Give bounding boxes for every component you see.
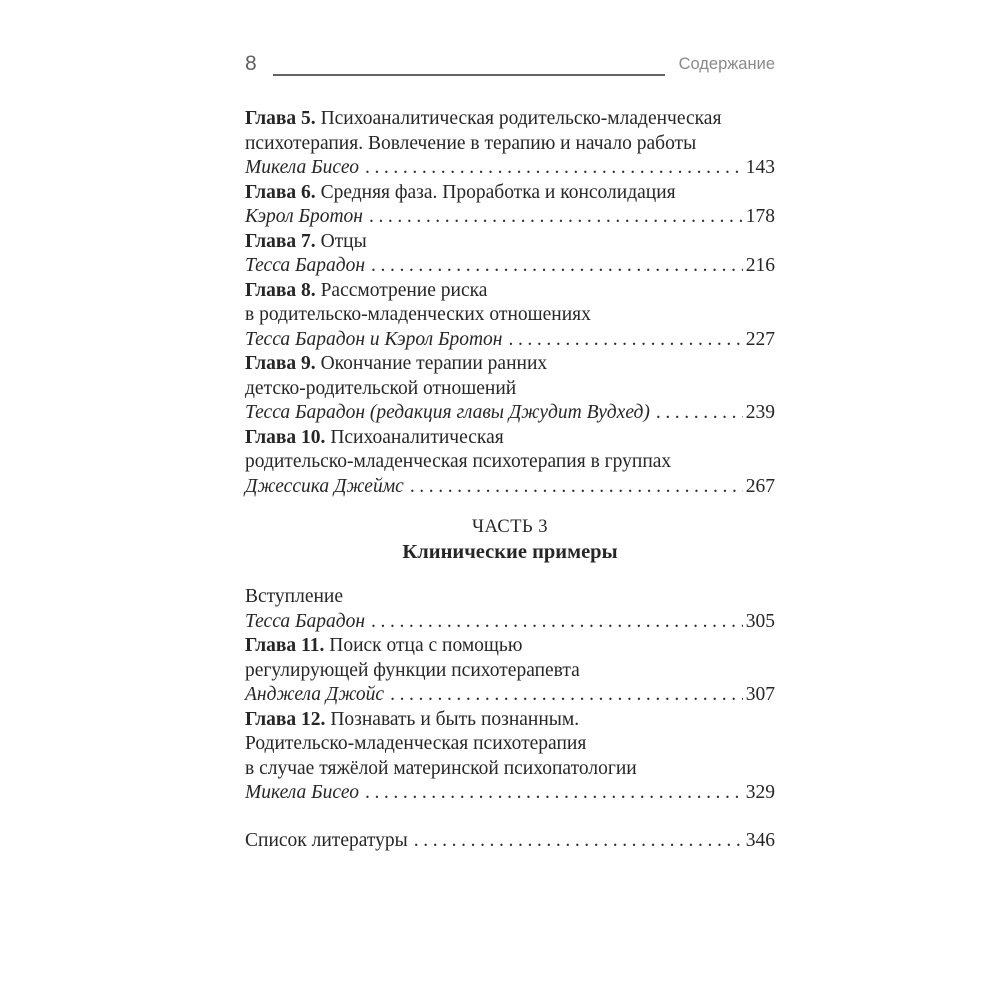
chapter-title-line: Родительско-младенческая психотерапия <box>245 733 587 754</box>
page-ref: 178 <box>745 206 775 227</box>
author-name: Тесса Барадон <box>245 255 366 276</box>
page-ref: 346 <box>745 830 775 851</box>
chapter-label: Глава 11. <box>245 635 325 656</box>
author-name: Кэрол Бротон <box>245 206 363 227</box>
chapter-label: Глава 12. <box>245 708 326 730</box>
page-ref: 227 <box>745 328 775 350</box>
chapter-title: Рассмотрение риска <box>320 279 488 301</box>
part-heading <box>245 515 775 564</box>
chapter-title-line: Вступление <box>245 586 344 607</box>
dot-leader <box>369 205 743 230</box>
header-rule <box>273 74 665 76</box>
part-kicker: ЧАСТЬ 3 <box>471 517 549 537</box>
part-title: Клинические примеры <box>402 540 618 563</box>
part-3-entries <box>245 585 775 806</box>
author-page-row <box>245 683 775 708</box>
chapter-title-line: родительско-младенческая психотерапия в группах <box>245 451 672 472</box>
page-ref: 239 <box>745 402 775 423</box>
chapter-title: Психоаналитическая родительско-младенческая <box>320 108 722 129</box>
chapter-title-line: регулирующей функции психотерапевта <box>245 659 580 681</box>
page-content <box>245 44 775 854</box>
toc-entry-ch11 <box>245 634 775 708</box>
page-ref: 305 <box>745 610 775 632</box>
author-page-row <box>245 829 775 854</box>
dot-leader <box>371 254 743 279</box>
author-page-row <box>245 475 775 500</box>
chapter-title-line <box>245 279 775 304</box>
author-page-row <box>245 205 775 230</box>
chapter-title: Отцы <box>320 230 367 252</box>
dot-leader <box>410 475 743 500</box>
author-name: Джессика Джеймс <box>245 475 404 497</box>
page-ref: 143 <box>745 157 775 178</box>
author-name: Микела Бисео <box>245 157 359 178</box>
dot-leader <box>365 781 743 806</box>
author-page-row <box>245 156 775 181</box>
dot-leader <box>656 401 743 426</box>
chapter-label: Глава 8. <box>245 279 316 301</box>
toc-entry-ch5 <box>245 107 775 181</box>
bibliography-entry <box>245 829 775 854</box>
author-name: Тесса Барадон <box>245 610 366 632</box>
dot-leader <box>365 156 743 181</box>
page-header <box>245 44 775 76</box>
chapter-label: Глава 6. <box>245 181 316 203</box>
author-page-row <box>245 328 775 353</box>
chapter-title: Средняя фаза. Проработка и консолидация <box>320 181 676 203</box>
author-name: Тесса Барадон (редакция главы Джудит Вудхед) <box>245 402 650 423</box>
chapter-title-line <box>245 181 775 206</box>
toc-entry-ch9 <box>245 352 775 426</box>
page-ref: 267 <box>745 475 775 497</box>
dot-leader <box>414 829 743 854</box>
author-page-row <box>245 254 775 279</box>
toc-entry-ch8 <box>245 279 775 353</box>
author-name: Микела Бисео <box>245 782 359 803</box>
chapter-title-line <box>245 426 775 451</box>
author-page-row <box>245 401 775 426</box>
toc-entry-introduction <box>245 585 775 634</box>
author-page-row <box>245 610 775 635</box>
chapter-title-line: в родительско-младенческих отношениях <box>245 304 591 325</box>
chapter-title-line <box>245 352 775 377</box>
page-ref: 216 <box>745 255 775 276</box>
toc-entry-ch6 <box>245 181 775 230</box>
chapter-title-line: в случае тяжёлой материнской психопатологии <box>245 757 637 779</box>
table-of-contents <box>245 107 775 854</box>
page-ref: 307 <box>745 684 775 705</box>
toc-entry-ch12 <box>245 708 775 806</box>
toc-entry-ch7 <box>245 230 775 279</box>
chapter-title: Поиск отца с помощью <box>329 635 523 656</box>
toc-entry-ch10 <box>245 426 775 500</box>
chapter-title-line <box>245 230 775 255</box>
dot-leader <box>390 683 743 708</box>
author-name: Тесса Барадон и Кэрол Бротон <box>245 328 503 350</box>
dot-leader <box>371 610 743 635</box>
chapter-title-line: психотерапия. Вовлечение в терапию и начало работы <box>245 132 697 154</box>
chapter-title: Познавать и быть познанным. <box>330 708 580 730</box>
author-name: Анджела Джойс <box>245 684 385 705</box>
chapter-title: Психоаналитическая <box>330 426 504 448</box>
chapter-title-line <box>245 708 775 733</box>
running-title: Содержание <box>678 54 775 73</box>
chapter-label: Глава 7. <box>245 230 316 252</box>
chapter-label: Глава 5. <box>245 108 316 129</box>
chapter-title-line <box>245 634 775 659</box>
bibliography-title: Список литературы <box>245 830 408 851</box>
chapter-title-line <box>245 107 775 132</box>
chapter-label: Глава 9. <box>245 353 316 374</box>
page-ref: 329 <box>745 782 775 803</box>
chapter-label: Глава 10. <box>245 426 326 448</box>
dot-leader <box>508 328 742 353</box>
page-number: 8 <box>245 52 257 75</box>
chapter-title-line: детско-родительской отношений <box>245 377 517 399</box>
author-page-row <box>245 781 775 806</box>
chapter-title: Окончание терапии ранних <box>320 353 548 374</box>
